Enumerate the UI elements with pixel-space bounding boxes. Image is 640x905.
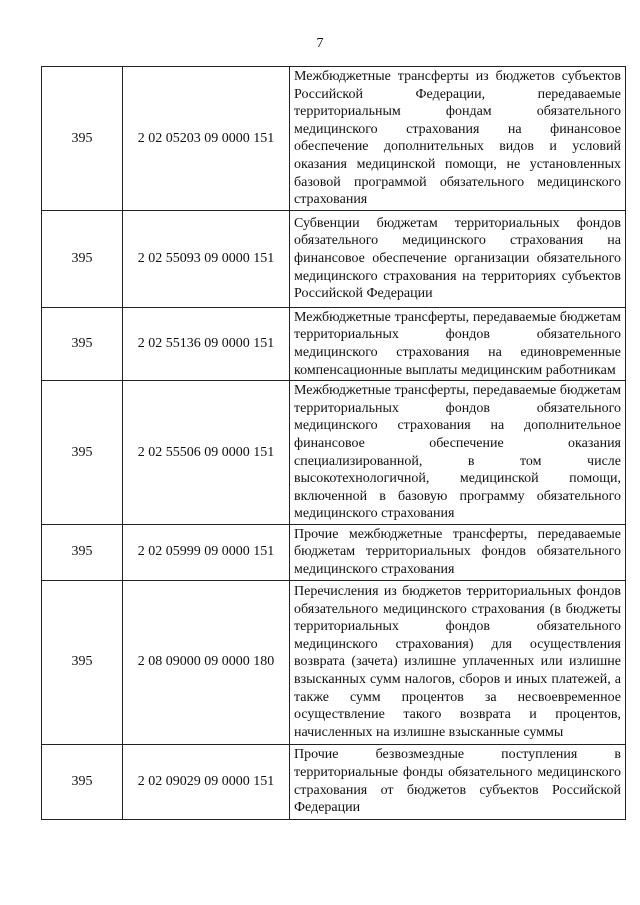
page-number: 7 bbox=[316, 36, 324, 51]
budget-code-cell: 2 08 09000 09 0000 180 bbox=[123, 580, 290, 744]
admin-code-cell: 395 bbox=[42, 580, 123, 744]
description-cell: Межбюджетные трансферты из бюджетов субъектов Российской Федерации, передаваемые территориальным фондам обязательного медицинского страхования на финансовое обеспечение дополнительных видов и условий оказания медицинской помощи, не установленных базовой программой обязательного медицинского страхования bbox=[290, 67, 626, 211]
budget-code-cell: 2 02 55506 09 0000 151 bbox=[123, 381, 290, 525]
table-row bbox=[42, 210, 626, 307]
admin-code-cell: 395 bbox=[42, 67, 123, 211]
table-row bbox=[42, 67, 626, 211]
description-cell: Межбюджетные трансферты, передаваемые бюджетам территориальных фондов обязательного медицинского страхования на дополнительное финансовое обеспечение оказания специализированной, в том числе высокотехнологичной, медицинской помощи, включенной в базовую программу обязательного медицинского страхования bbox=[290, 381, 626, 525]
admin-code-cell: 395 bbox=[42, 524, 123, 580]
description-cell: Межбюджетные трансферты, передаваемые бюджетам территориальных фондов обязательного медицинского страхования на единовременные компенсационные выплаты медицинским работникам bbox=[290, 307, 626, 380]
admin-code-cell: 395 bbox=[42, 744, 123, 819]
budget-code-cell: 2 02 55093 09 0000 151 bbox=[123, 210, 290, 307]
table-row bbox=[42, 744, 626, 819]
budget-code-table bbox=[41, 66, 626, 820]
admin-code-cell: 395 bbox=[42, 307, 123, 380]
budget-code-cell: 2 02 55136 09 0000 151 bbox=[123, 307, 290, 380]
admin-code-cell: 395 bbox=[42, 381, 123, 525]
budget-code-cell: 2 02 09029 09 0000 151 bbox=[123, 744, 290, 819]
description-cell: Прочие безвозмездные поступления в территориальные фонды обязательного медицинского страхования от бюджетов субъектов Российской Федерации bbox=[290, 744, 626, 819]
table-row bbox=[42, 524, 626, 580]
budget-code-cell: 2 02 05999 09 0000 151 bbox=[123, 524, 290, 580]
table-row bbox=[42, 580, 626, 744]
table-row bbox=[42, 307, 626, 380]
description-cell: Субвенции бюджетам территориальных фондов обязательного медицинского страхования на финансовое обеспечение организации обязательного медицинского страхования на территориях субъектов Российской Федерации bbox=[290, 210, 626, 307]
admin-code-cell: 395 bbox=[42, 210, 123, 307]
table-row bbox=[42, 381, 626, 525]
budget-code-cell: 2 02 05203 09 0000 151 bbox=[123, 67, 290, 211]
description-cell: Перечисления из бюджетов территориальных фондов обязательного медицинского страхования (в бюджеты территориальных фондов обязательного медицинского страхования) для осуществления возврата (зачета) излишне уплаченных или излишне взысканных сумм налогов, сборов и иных платежей, а также сумм процентов за несвоевременное осуществление такого возврата и процентов, начисленных на излишне взысканные суммы bbox=[290, 580, 626, 744]
description-cell: Прочие межбюджетные трансферты, передаваемые бюджетам территориальных фондов обязательного медицинского страхования bbox=[290, 524, 626, 580]
